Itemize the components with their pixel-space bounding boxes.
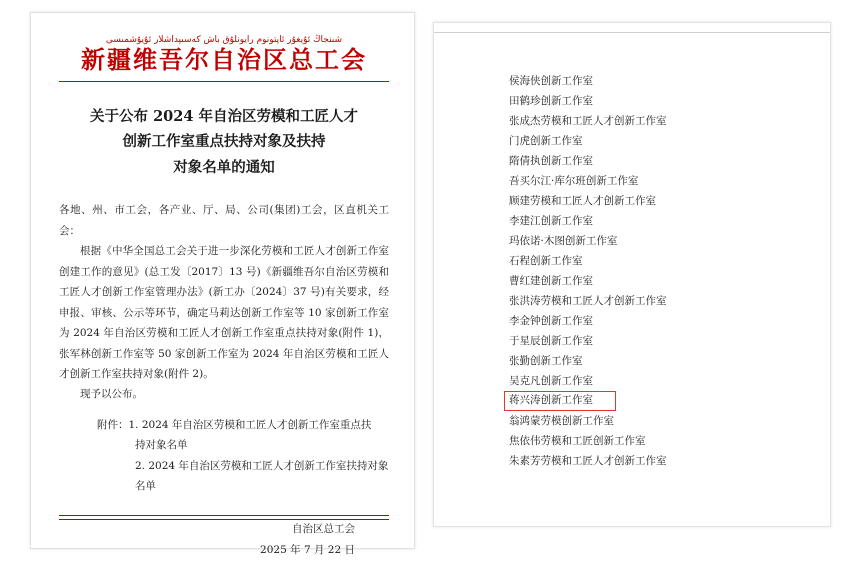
attachment-line-2: 持对象名单 [135,439,188,452]
list-item: 隋倩执创新工作室 [509,155,593,167]
list-item: 张成杰劳模和工匠人才创新工作室 [509,115,667,127]
list-item: 李建江创新工作室 [509,215,593,227]
list-item: 翁鸿蒙劳模创新工作室 [509,415,614,427]
body-paragraph-main: 根据《中华全国总工会关于进一步深化劳模和工匠人才创新工作室创建工作的意见》(总工发〔2017〕13 号)《新疆维吾尔自治区劳模和工匠人才创新工作室管理办法》(新工办〔2024〕37 号)有关要求，经申报、审核、公示等环节，确定马莉达创新工作室等 10 家创新工作室为 2024 年自治区劳模和工匠人才创新工作室重点扶持对象(附件 1)，张军林创新工作室等 50 家创新工作室为 2024 年自治区劳模和工匠人才创新工作室扶持对象(附件 2)。 [59,245,389,380]
list-item: 蒋兴涛创新工作室 [504,391,616,411]
attachments-block [59,415,389,497]
uyghur-header-text: شىنجاڭ ئۇيغۇر ئاپتونوم رايونلۇق باش كەسىپداشلار ئۇيۇشمىسى [105,35,343,45]
document-title [59,104,389,180]
footer-red-rule-thick [59,515,389,517]
list-item: 石程创新工作室 [509,255,583,267]
list-item: 顾建劳模和工匠人才创新工作室 [509,195,656,207]
body-paragraph-addressee: 各地、州、市工会，各产业、厅、局、公司(集团)工会，区直机关工会： [59,204,389,237]
list-item: 曹红建创新工作室 [509,275,593,287]
list-item: 焦依伟劳模和工匠创新工作室 [509,435,646,447]
attachment-line-3: 2. 2024 年自治区劳模和工匠人才创新工作室扶持对象名单 [135,459,389,493]
list-page-top-rule [434,32,830,33]
body-paragraph-closing: 现予以公布。 [80,388,143,401]
list-item: 于星辰创新工作室 [509,335,593,347]
list-item: 侯海侠创新工作室 [509,75,593,87]
footer-red-rule-thin [59,519,389,520]
list-item: 田鹤珍创新工作室 [509,95,593,107]
organization-title: 新疆维吾尔自治区总工会 [81,46,367,74]
list-item: 吴克凡创新工作室 [509,375,593,387]
list-item: 门虎创新工作室 [509,135,583,147]
attachment-line-1: 附件：1. 2024 年自治区劳模和工匠人才创新工作室重点扶 [97,418,372,431]
document-title-line-1: 关于公布 2024 年自治区劳模和工匠人才 [90,108,358,126]
document-body [59,200,389,405]
list-item: 张洪涛劳模和工匠人才创新工作室 [509,295,667,307]
list-item: 吾买尔江·库尔班创新工作室 [509,175,639,187]
list-item: 张勤创新工作室 [509,355,583,367]
workstation-name-list [507,71,817,471]
signature-block [59,519,389,561]
document-content [59,35,389,561]
notice-document-page [30,12,415,556]
signature-date: 2025 年 7 月 22 日 [260,543,355,556]
footer-rules [59,515,389,521]
signature-organization: 自治区总工会 [292,522,355,535]
list-item: 李金钟创新工作室 [509,315,593,327]
name-list-page [433,22,831,527]
list-item: 朱素芳劳模和工匠人才创新工作室 [509,455,667,467]
header-red-rule [59,81,389,83]
list-item: 玛依诺·木图创新工作室 [509,235,618,247]
document-title-line-2: 创新工作室重点扶持对象及扶持 [122,133,326,151]
document-title-line-3: 对象名单的通知 [173,158,275,176]
